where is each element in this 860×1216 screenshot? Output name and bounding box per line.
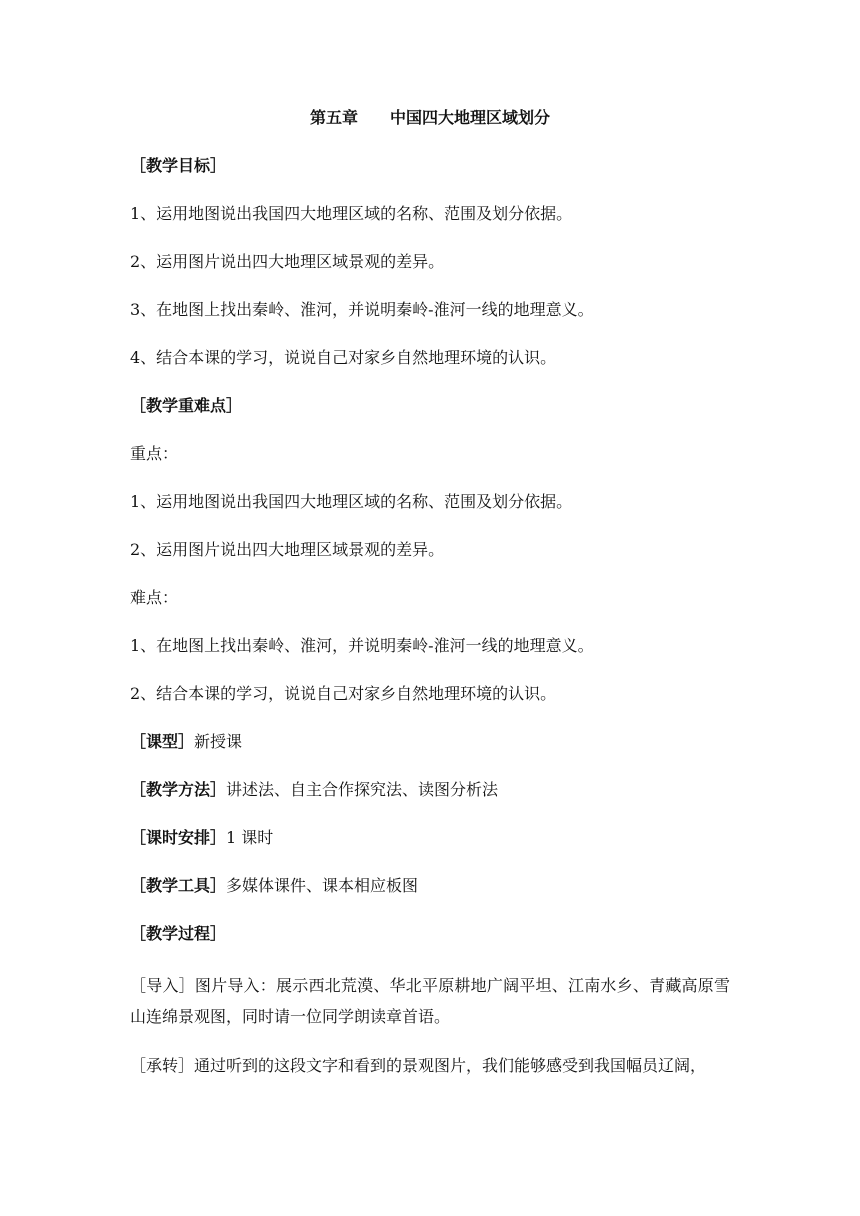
course-type-row xyxy=(130,730,730,754)
schedule-label: ［课时安排］ xyxy=(130,828,227,847)
tools-value: 多媒体课件、课本相应板图 xyxy=(226,876,419,895)
methods-row xyxy=(130,778,730,802)
document-body xyxy=(130,106,730,1081)
difficult-point-item: 1、在地图上找出秦岭、淮河，并说明秦岭-淮河一线的地理意义。 xyxy=(130,636,594,655)
key-point-item: 2、运用图片说出四大地理区域景观的差异。 xyxy=(130,540,445,559)
difficult-points-label: 难点： xyxy=(130,588,179,607)
objective-item: 1、运用地图说出我国四大地理区域的名称、范围及划分依据。 xyxy=(130,204,573,223)
objective-item: 3、在地图上找出秦岭、淮河，并说明秦岭-淮河一线的地理意义。 xyxy=(130,300,594,319)
process-heading: ［教学过程］ xyxy=(130,924,227,943)
tools-row xyxy=(130,874,730,898)
methods-value: 讲述法、自主合作探究法、读图分析法 xyxy=(226,780,499,799)
chapter-title: 第五章 中国四大地理区域划分 xyxy=(309,108,550,127)
objectives-heading: ［教学目标］ xyxy=(130,156,227,175)
tools-label: ［教学工具］ xyxy=(130,876,227,895)
difficult-point-item: 2、结合本课的学习，说说自己对家乡自然地理环境的认识。 xyxy=(130,684,557,703)
methods-label: ［教学方法］ xyxy=(130,780,227,799)
objective-item: 2、运用图片说出四大地理区域景观的差异。 xyxy=(130,252,445,271)
schedule-row xyxy=(130,826,730,850)
process-transition-paragraph: ［承转］通过听到的这段文字和看到的景观图片，我们能够感受到我国幅员辽阔， xyxy=(130,1056,707,1075)
process-intro-paragraph: ［导入］图片导入：展示西北荒漠、华北平原耕地广阔平坦、江南水乡、青藏高原雪山连绵景观图，同时请一位同学朗读章首语。 xyxy=(130,976,730,1026)
key-difficult-heading: ［教学重难点］ xyxy=(130,396,243,415)
course-type-label: ［课型］ xyxy=(130,732,195,751)
schedule-value: 1 课时 xyxy=(226,828,274,847)
course-type-value: 新授课 xyxy=(194,732,243,751)
objective-item: 4、结合本课的学习，说说自己对家乡自然地理环境的认识。 xyxy=(130,348,557,367)
key-points-label: 重点： xyxy=(130,444,179,463)
key-point-item: 1、运用地图说出我国四大地理区域的名称、范围及划分依据。 xyxy=(130,492,573,511)
